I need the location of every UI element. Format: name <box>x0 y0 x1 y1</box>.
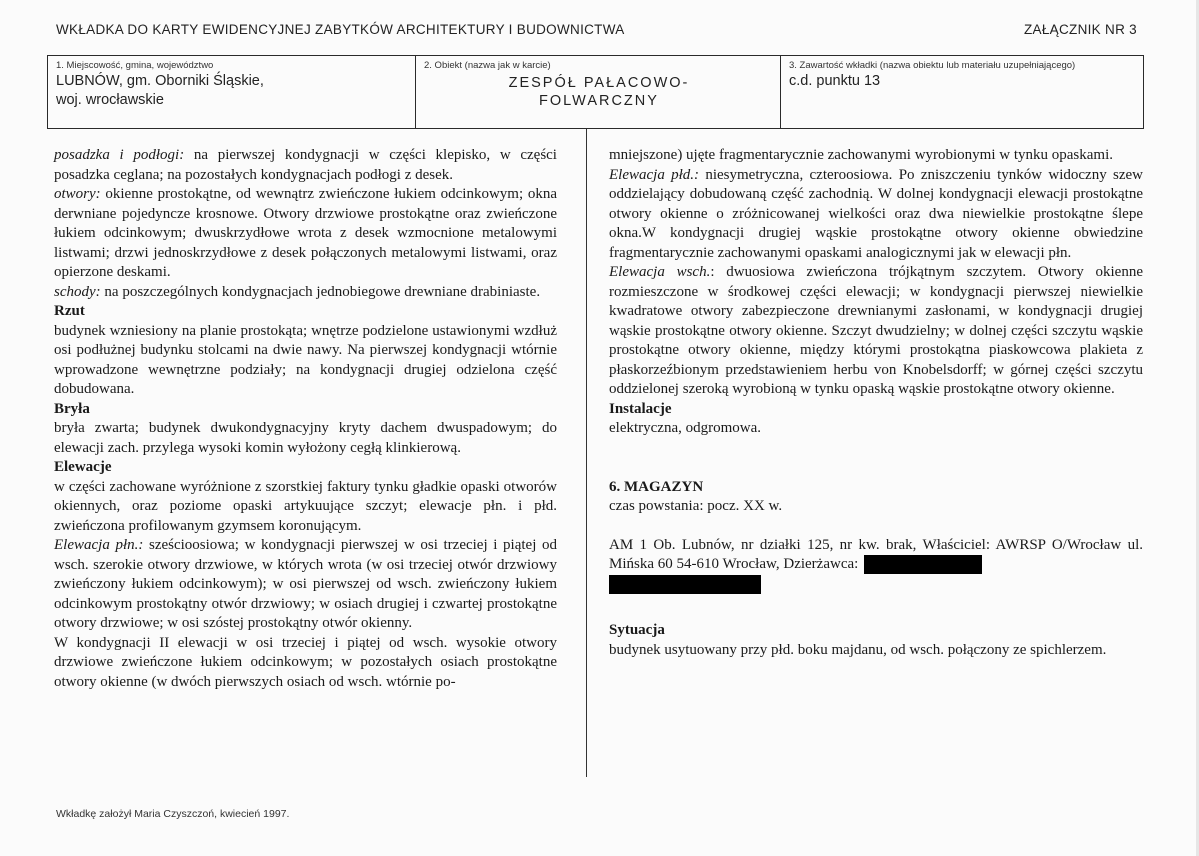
column-divider <box>586 129 587 777</box>
ownership-paragraph <box>609 536 1143 595</box>
content-label: 3. Zawartość wkładki (nazwa obiektu lub materiału uzupełniającego) <box>789 60 1076 71</box>
object-cell <box>415 56 780 128</box>
warehouse-heading: 6. MAGAZYN <box>609 478 704 495</box>
floor-text: na pierwszej kondygnacji w części klepisko, w części posadzka ceglana; na pozostałych kondygnacjach podłogi z desek. <box>54 147 557 183</box>
east-elevation-paragraph <box>609 263 1143 400</box>
location-cell <box>48 56 415 128</box>
right-column <box>609 146 1143 660</box>
elevations-heading: Elewacje <box>54 459 112 475</box>
object-label: 2. Obiekt (nazwa jak w karcie) <box>424 60 551 71</box>
stairs-paragraph <box>54 283 557 303</box>
continuation-text: mniejszone) ujęte fragmentarycznie zachowanymi wyrobionymi w tynku opaskami. <box>609 147 1114 163</box>
header-table <box>47 55 1144 129</box>
north-elevation-text: sześcioosiowa; w kondygnacji pierwszej w osi trzeciej i piątej od wsch. szerokie otwory drzwiowe, w których wrota (w osi trzeciej otwór drzwiowy zwieńczony łukiem odcinkowym); w osi pierwszej od wsch. zwieńczony łukiem odcinkowym prostokątny otwór drzwiowy; w osiach drugiej i czwartej prostokątne otwory drzwiowe; w osi szóstej prostokątny otwór okienny. <box>54 537 557 631</box>
object-line-2: FOLWARCZNY <box>539 93 659 109</box>
floor-paragraph <box>54 146 557 185</box>
redaction-bar <box>864 555 982 574</box>
installations-heading: Instalacje <box>609 400 672 417</box>
north-elevation-label: Elewacja płn.: <box>54 537 144 553</box>
north-elevation-paragraph <box>54 536 557 634</box>
south-elevation-text: niesymetryczna, czteroosiowa. Po zniszczeniu tynków widoczny szew oddzielający dobudowaną część zachodnią. W dolnej kondygnacji elewacji prostokątne otwory okienne o zróżnicowanej wielkości oraz dwa niewielkie prostokątne ślepe okna.W kondygnacji drugiej wąskie prostokątne otwory okienne obwiedzine fragmentarycznie zachowanymi opaskami analogicznymi jak w elewacji płn. <box>609 166 1143 261</box>
openings-text: okienne prostokątne, od wewnątrz zwieńczone łukiem odcinkowym; okna derwniane pojedyncze krosnowe. Otwory drzwiowe prostokątne oraz zwieńczone łukiem odcinkowym; dwuskrzydłowe wrota z desek wzmocnione metalowymi listwami; drzwi jednoskrzydłowe z desek połączonych metalowymi listwami, oraz opierzone deskami. <box>54 186 557 280</box>
north-elevation-text-2: W kondygnacji II elewacji w osi trzeciej i piątej od wsch. wysokie otwory drzwiowe zwieńczone łukiem odcinkowym; w pozostałych osiach prostokątne otwory okienne (w dwóch pierwszych osiach od wsch. wtórnie po- <box>54 634 557 690</box>
mass-heading: Bryła <box>54 400 90 417</box>
spacer <box>609 439 1143 478</box>
attachment-number: ZAŁĄCZNIK NR 3 <box>1024 22 1137 37</box>
plan-text: budynek wzniesiony na planie prostokąta; wnętrze podzielone ustawionymi wzdłuż osi podłużnej budynku stolcami na dwie nawy. Na pierwszej kondygnacji wtórnie wprowadzone wewnętrzne podziały; na kondygnacji drugiej odzielona część dobudowana. <box>54 322 557 397</box>
stairs-label: schody: <box>54 283 101 300</box>
elevations-text: w części zachowane wyróżnione z szorstkiej faktury tynku gładkie opaski otworów okiennych, oraz poziome opaski artykuujące szczyt; elewacje płn. i płd. zwieńczona profilowanym gzymsem koronującym. <box>54 478 557 534</box>
stairs-text: na poszczególnych kondygnacjach jednobiegowe drewniane drabiniaste. <box>100 283 541 300</box>
plan-heading: Rzut <box>54 303 85 319</box>
redaction-bar <box>609 575 761 594</box>
left-column <box>54 146 557 692</box>
installations-text: elektryczna, odgromowa. <box>609 420 762 436</box>
location-line-2: woj. wrocławskie <box>56 92 164 108</box>
east-elevation-label: Elewacja wsch. <box>609 264 711 280</box>
spacer <box>609 594 1143 621</box>
location-line-1: LUBNÓW, gm. Oborniki Śląskie, <box>56 73 264 89</box>
warehouse-date: czas powstania: pocz. XX w. <box>609 498 783 514</box>
east-elevation-text: : dwuosiowa zwieńczona trójkątnym szczytem. Otwory okienne rozmieszczone w środkowej części elewacji; w kondygnacji pierwszej niewielkie kwadratowe otwory zabezpieczone drewnianymi zasłonami, w kondygnacji drugiej wąskie prostokątne otwory okienne. Szczyt dwudzielny; w dolnej części szczytu wąskie prostokątne otwory okienne, między którymi prostokątna piaskowcowa plakieta z płaskorzeźbionym przedstawieniem herbu von Knobelsdorff; w górnej części szczytu oddzielonej szeroką wyrobioną w tynku opaską wąskie prostokątne otwory okienne. <box>609 264 1143 397</box>
footer-note: Wkładkę założył Maria Czyszczoń, kwiecień 1997. <box>56 808 290 820</box>
floor-label: posadzka i podłogi: <box>54 147 185 163</box>
openings-paragraph <box>54 185 557 283</box>
content-value: c.d. punktu 13 <box>789 73 881 89</box>
content-cell <box>780 56 1143 128</box>
spacer <box>609 517 1143 536</box>
south-elevation-label: Elewacja płd.: <box>609 166 700 183</box>
situation-text: budynek usytuowany przy płd. boku majdanu, od wsch. połączony ze spichlerzem. <box>609 641 1107 658</box>
object-line-1: ZESPÓŁ PAŁACOWO- <box>508 75 690 91</box>
location-label: 1. Miejscowość, gmina, województwo <box>56 60 214 71</box>
ownership-text: AM 1 Ob. Lubnów, nr działki 125, nr kw. brak, Właściciel: AWRSP O/Wrocław ul. Mińska 60 54-610 Wrocław, Dzierżawca: <box>609 536 1143 572</box>
openings-label: otwory: <box>54 186 101 202</box>
situation-heading: Sytuacja <box>609 622 665 638</box>
mass-text: bryła zwarta; budynek dwukondygnacyjny kryty dachem dwuspadowym; do elewacji zach. przylega wysoki komin wyłożony cegłą klinkierową. <box>54 420 557 456</box>
form-title: WKŁADKA DO KARTY EWIDENCYJNEJ ZABYTKÓW ARCHITEKTURY I BUDOWNICTWA <box>56 22 625 37</box>
south-elevation-paragraph <box>609 166 1143 264</box>
